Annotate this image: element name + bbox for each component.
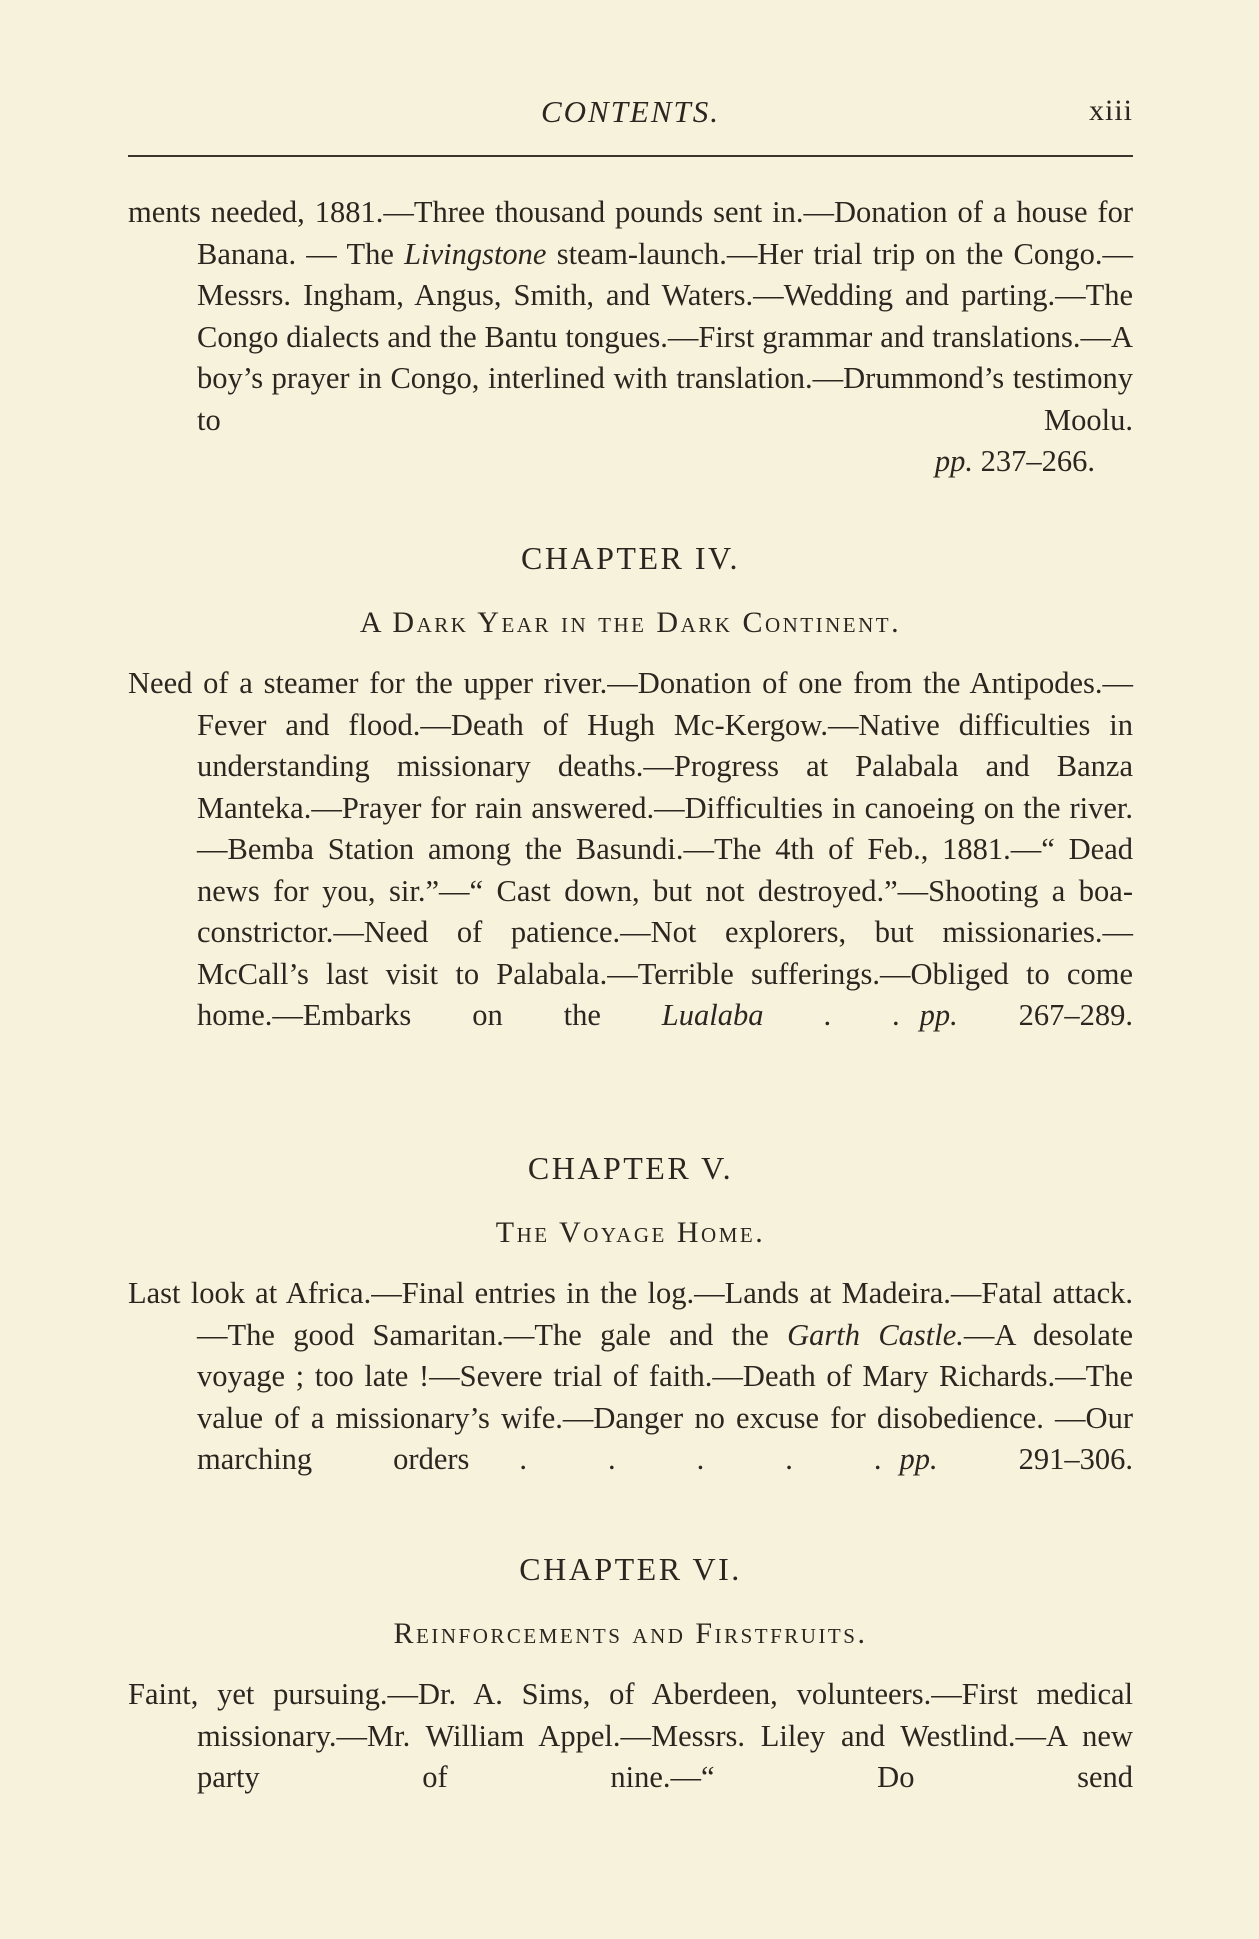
summary-text-1: Last look at Africa.—Final entries in the log.—Lands at Madeira.—Fatal attack.—The good Samaritan.—The gale and the: [128, 1276, 1133, 1352]
summary-text-2: —A desolate voyage ; too late !—Severe trial of faith.—Death of Mary Richards.—The value of a missionary’s wife.—Danger no excuse for disobedience. —Our marching orders: [197, 1317, 1133, 1476]
chapter-title: The Voyage Home.: [495, 1215, 766, 1249]
running-title: CONTENTS.: [540, 94, 721, 129]
chapter-title: A Dark Year in the Dark Continent.: [359, 605, 902, 639]
intro-italic: Livingstone: [404, 236, 547, 271]
dot-leaders: . . . . .: [519, 1442, 882, 1476]
chapter-vi: [128, 1549, 1133, 1799]
intro-page-ref: [128, 441, 1133, 483]
running-head: [128, 94, 1133, 134]
header-rule: [128, 155, 1133, 157]
intro-paragraph: [128, 192, 1133, 441]
page-range: 267–289.: [1018, 998, 1134, 1032]
page-range: 237–266.: [980, 444, 1095, 478]
summary-italic: Garth Castle.: [787, 1317, 964, 1352]
pp-label: pp.: [919, 998, 958, 1032]
page-range: 291–306.: [1018, 1442, 1134, 1476]
chapter-heading: CHAPTER IV.: [521, 540, 740, 576]
dot-leaders: . .: [823, 998, 900, 1032]
chapter-iv: [128, 538, 1133, 1037]
intro-section: [128, 192, 1133, 483]
page-number: xiii: [1088, 94, 1133, 127]
chapter-heading: CHAPTER VI.: [519, 1551, 742, 1587]
chapter-summary: Faint, yet pursuing.—Dr. A. Sims, of Aberdeen, volunteers.—First medical missionary.—Mr. William Appel.—Messrs. Liley and Westlind.—A new party of nine.—“ Do send: [128, 1677, 1133, 1794]
chapter-v: [128, 1148, 1133, 1481]
chapter-summary: [128, 663, 1133, 1037]
pp-label: pp.: [934, 444, 973, 478]
chapter-heading: CHAPTER V.: [527, 1150, 734, 1186]
chapter-summary: [128, 1273, 1133, 1481]
summary-text: Need of a steamer for the upper river.—Donation of one from the Antipodes.—Fever and flood.—Death of Hugh Mc-Kergow.—Native difficulties in understanding missionary deaths.—Progress at Palabala and Banza Manteka.—Prayer for rain answered.—Difficulties in canoeing on the river.—Bemba Station among the Basundi.—The 4th of Feb., 1881.—“ Dead news for you, sir.”—“ Cast down, but not destroyed.”—Shooting a boa-constrictor.—Need of patience.—Not explorers, but missionaries.—McCall’s last visit to Palabala.—Terrible sufferings.—Obliged to come home.—Embarks on the: [128, 666, 1133, 1032]
summary-italic: Lualaba: [661, 998, 764, 1032]
intro-text-1: ments needed, 1881.—Three thousand pounds sent in.—Donation of a house for Banana. — The: [128, 195, 1133, 271]
pp-label: pp.: [899, 1442, 938, 1476]
chapter-title: Reinforcements and Firstfruits.: [393, 1616, 868, 1650]
intro-text-2: steam-launch.—Her trial trip on the Congo.—Messrs. Ingham, Angus, Smith, and Waters.—Wedding and parting.—The Congo dialects and the Bantu tongues.—First grammar and translations.—A boy’s prayer in Congo, interlined with translation.—Drummond’s testimony to Moolu.: [197, 236, 1133, 437]
